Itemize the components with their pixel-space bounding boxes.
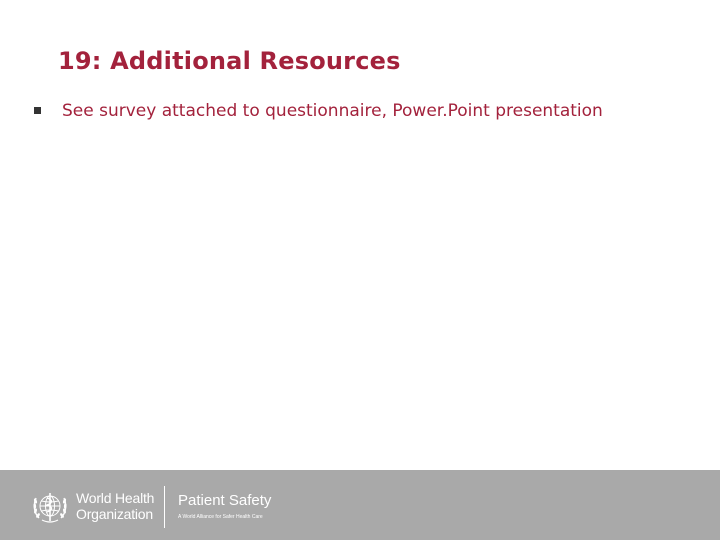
program-title: Patient Safety xyxy=(178,492,272,509)
bullet-item xyxy=(34,98,704,124)
organization-line-2: Organization xyxy=(76,506,153,522)
bullet-text: See survey attached to questionnaire, Power.Point presentation xyxy=(62,101,603,121)
slide-title: 19: Additional Resources xyxy=(58,47,401,75)
program-subtitle: A World Alliance for Safer Health Care xyxy=(178,514,263,520)
footer-bar xyxy=(0,470,720,540)
bullet-list xyxy=(34,98,704,124)
footer-divider xyxy=(164,486,165,528)
who-emblem-icon xyxy=(30,487,70,527)
organization-name xyxy=(76,490,154,522)
organization-line-1: World Health xyxy=(76,490,155,506)
square-bullet-icon xyxy=(34,107,41,114)
